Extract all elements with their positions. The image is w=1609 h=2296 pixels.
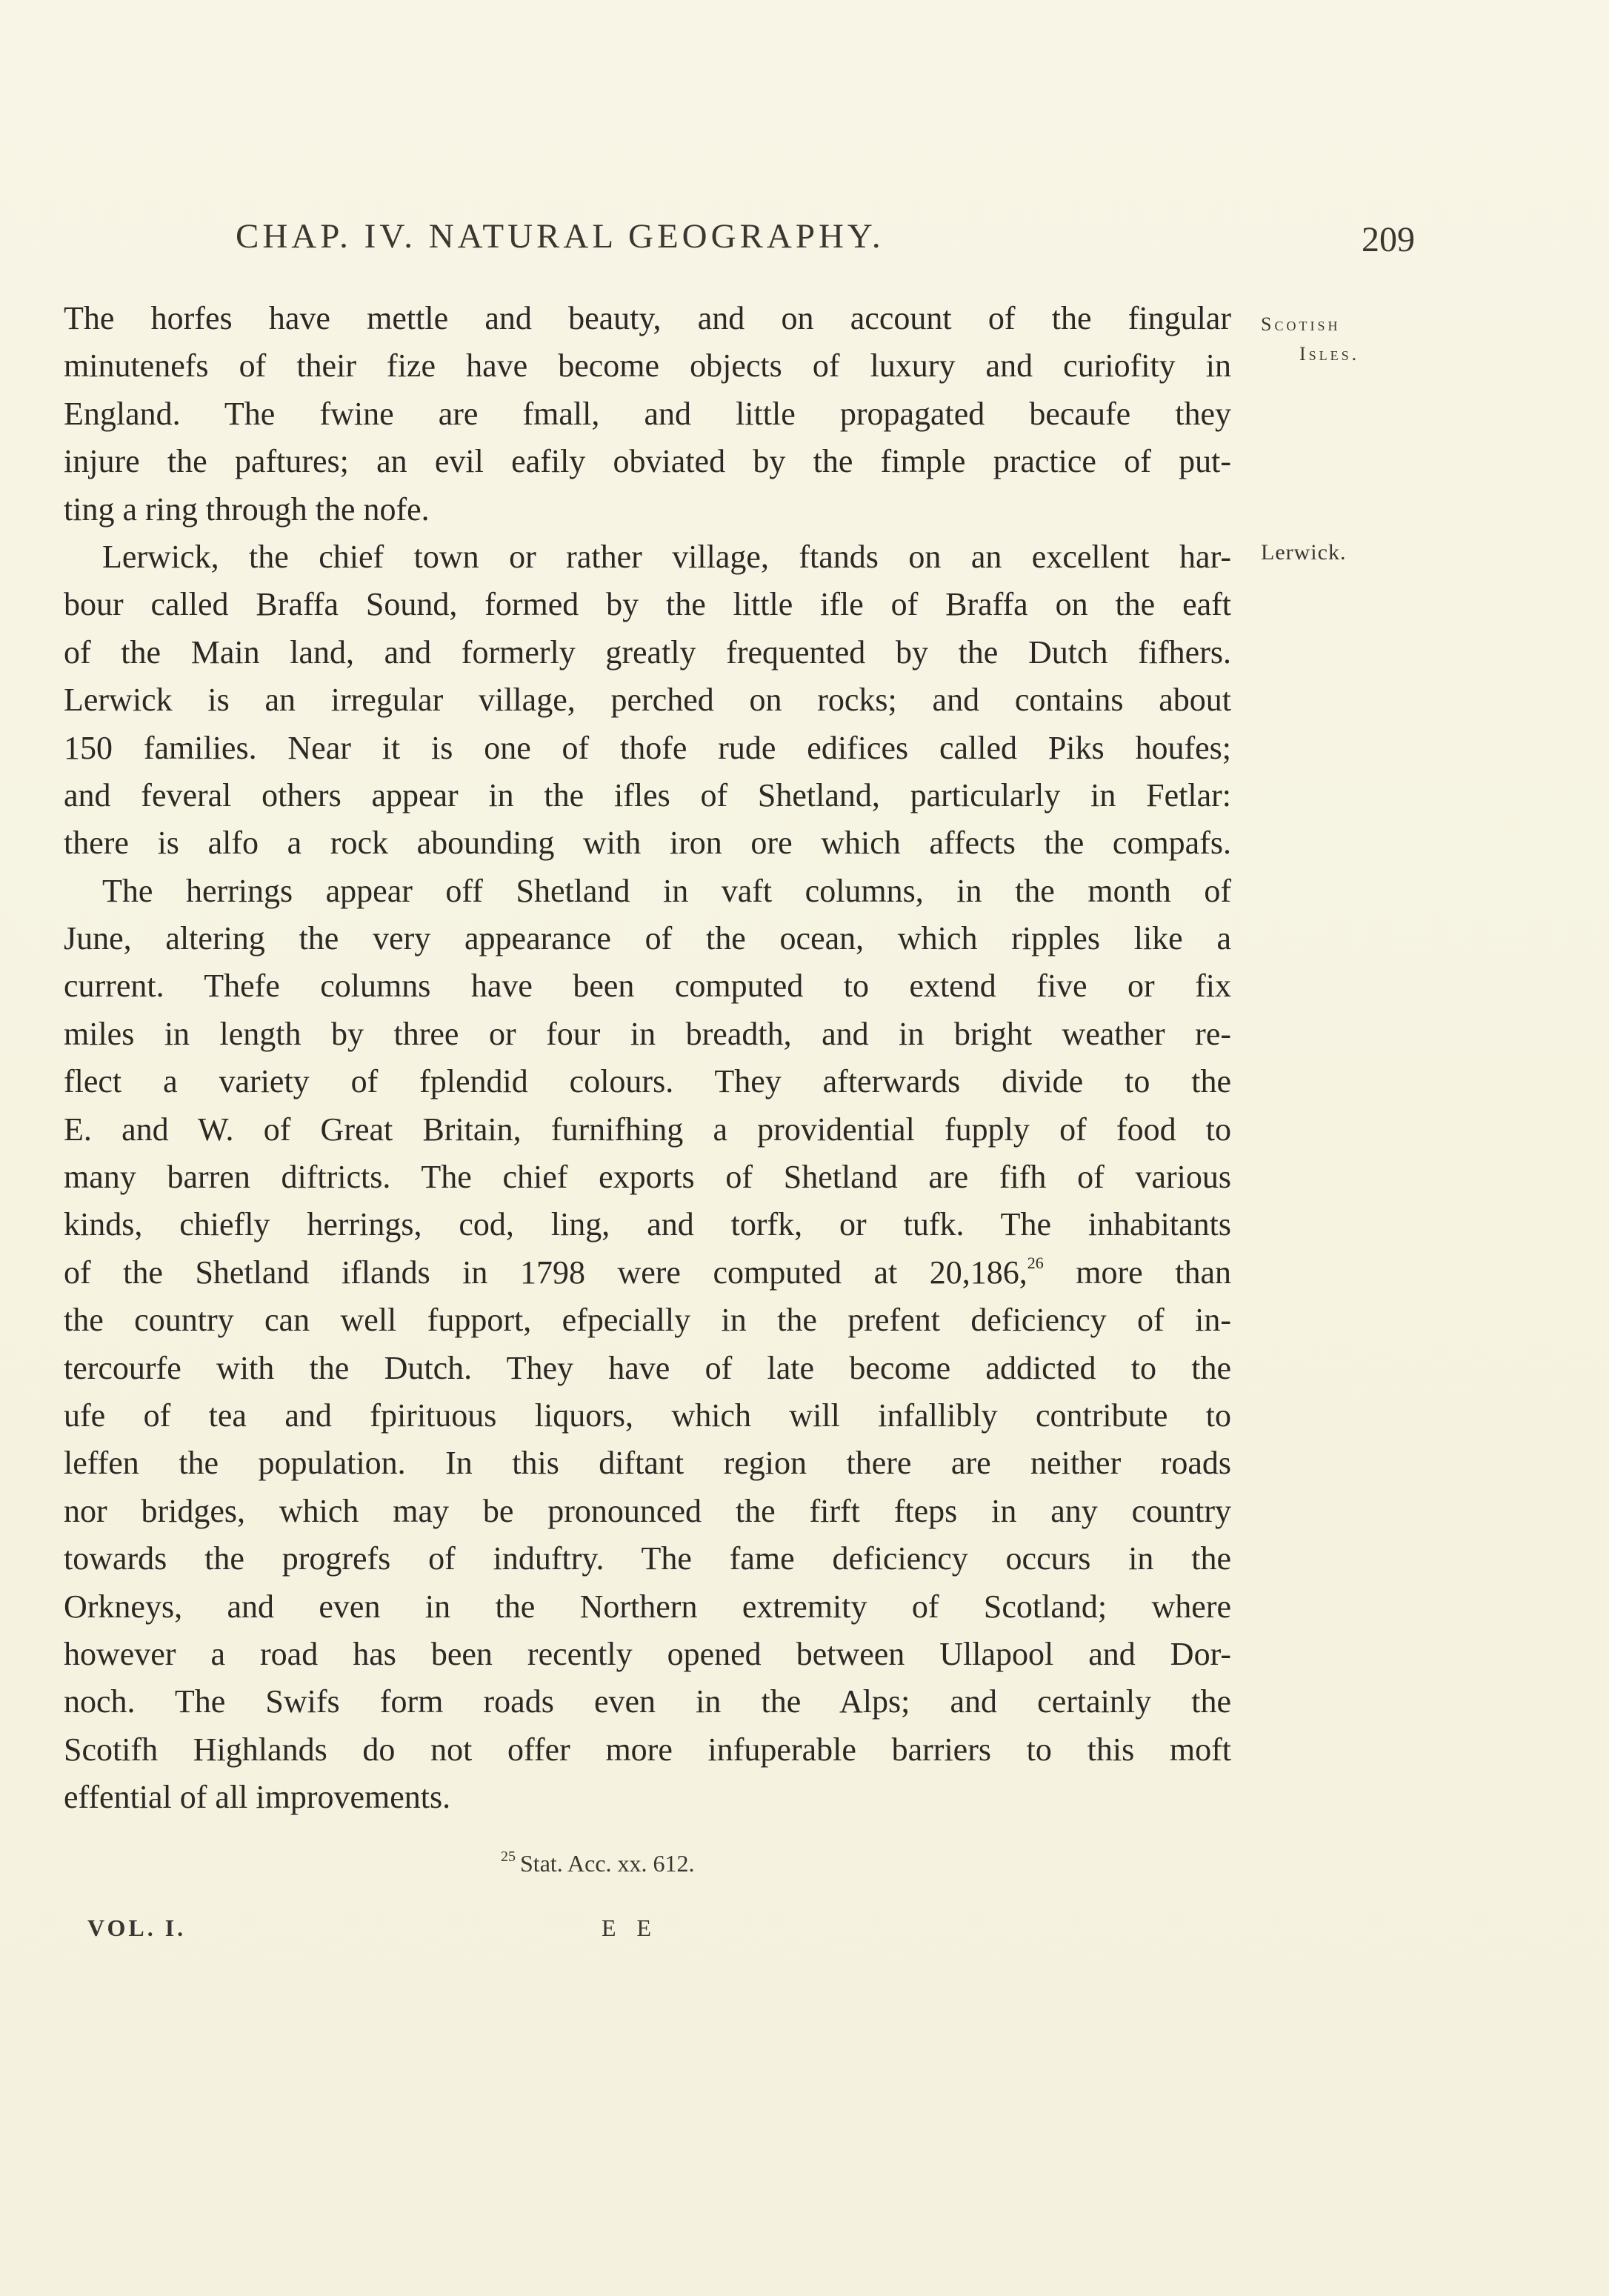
footnote-mark: 25	[501, 1849, 516, 1865]
text-line: kinds, chiefly herrings, cod, ling, and torfk, or tufk. The inhabitants	[64, 1206, 1231, 1243]
text-line: ting a ring through the nofe.	[64, 490, 430, 528]
text-line: effential of all improvements.	[64, 1779, 451, 1816]
text-line: ufe of tea and fpirituous liquors, which will infallibly contribute to	[64, 1397, 1231, 1434]
volume-label: VOL. I.	[87, 1914, 187, 1941]
text-line: minutenefs of their fize have become objects of luxury and curiofity in	[64, 347, 1231, 385]
text-line: 150 families. Near it is one of thofe rude edifices called Piks houfes;	[64, 729, 1231, 766]
text-line: June, altering the very appearance of the ocean, which ripples like a	[64, 920, 1231, 957]
margin-note-isles: Isles.	[1299, 343, 1360, 365]
text-line: E. and W. of Great Britain, furnifhing a providential fupply of food to	[64, 1111, 1231, 1148]
text-line: Lerwick, the chief town or rather village, ftands on an excellent har-	[102, 538, 1231, 575]
text-line: flect a variety of fplendid colours. They afterwards divide to the	[64, 1063, 1231, 1100]
text-line: injure the paftures; an evil eafily obviated by the fimple practice of put-	[64, 443, 1231, 480]
text-line: however a road has been recently opened between Ullapool and Dor-	[64, 1635, 1231, 1672]
footnote	[501, 1850, 695, 1877]
text-line: many barren diftricts. The chief exports of Shetland are fifh of various	[64, 1159, 1231, 1196]
text-line: Orkneys, and even in the Northern extremity of Scotland; where	[64, 1588, 1231, 1625]
signature-mark: E E	[602, 1914, 659, 1941]
text-line: leffen the population. In this diftant region there are neither roads	[64, 1445, 1231, 1482]
margin-note-scottish-isles	[1261, 310, 1439, 369]
text-line-head: of the Shetland iflands in 1798 were computed at 20,186,	[64, 1254, 1027, 1291]
text-line: tercourfe with the Dutch. They have of late become addicted to the	[64, 1349, 1231, 1386]
text-line: there is alfo a rock abounding with iron ore which affects the compafs.	[64, 825, 1231, 862]
text-line: and feveral others appear in the ifles of Shetland, particularly in Fetlar:	[64, 776, 1231, 813]
text-line: miles in length by three or four in breadth, and in bright weather re-	[64, 1015, 1231, 1052]
page-number: 209	[1362, 220, 1415, 259]
text-line: nor bridges, which may be pronounced the firft fteps in any country	[64, 1492, 1231, 1529]
text-line: of the Main land, and formerly greatly frequented by the Dutch fifhers.	[64, 633, 1231, 671]
text-line: Scotifh Highlands do not offer more infuperable barriers to this moft	[64, 1731, 1231, 1768]
text-line: bour called Braffa Sound, formed by the little ifle of Braffa on the eaft	[64, 586, 1231, 623]
text-line: current. Thefe columns have been computed to extend five or fix	[64, 968, 1231, 1005]
text-line: The horfes have mettle and beauty, and on account of the fingular	[64, 300, 1231, 336]
footnote-reference: 26	[1027, 1253, 1044, 1272]
text-line: England. The fwine are fmall, and little propagated becaufe they	[64, 395, 1231, 432]
text-line: Lerwick is an irregular village, perched on rocks; and contains about	[64, 682, 1231, 719]
body-text	[64, 295, 1231, 1822]
text-line-tail: more than	[1043, 1254, 1231, 1291]
text-line-with-footnote	[64, 1249, 1231, 1297]
running-head: CHAP. IV. NATURAL GEOGRAPHY.	[236, 217, 885, 256]
footnote-text: Stat. Acc. xx. 612.	[520, 1850, 695, 1877]
text-line: The herrings appear off Shetland in vaft columns, in the month of	[102, 872, 1231, 909]
text-line: noch. The Swifs form roads even in the Alps; and certainly the	[64, 1683, 1231, 1720]
margin-note-scottish: Scotish	[1261, 313, 1341, 335]
margin-note-lerwick: Lerwick.	[1261, 540, 1347, 565]
text-line: the country can well fupport, efpecially in the prefent deficiency of in-	[64, 1302, 1231, 1339]
text-line: towards the progrefs of induftry. The fame deficiency occurs in the	[64, 1540, 1231, 1577]
